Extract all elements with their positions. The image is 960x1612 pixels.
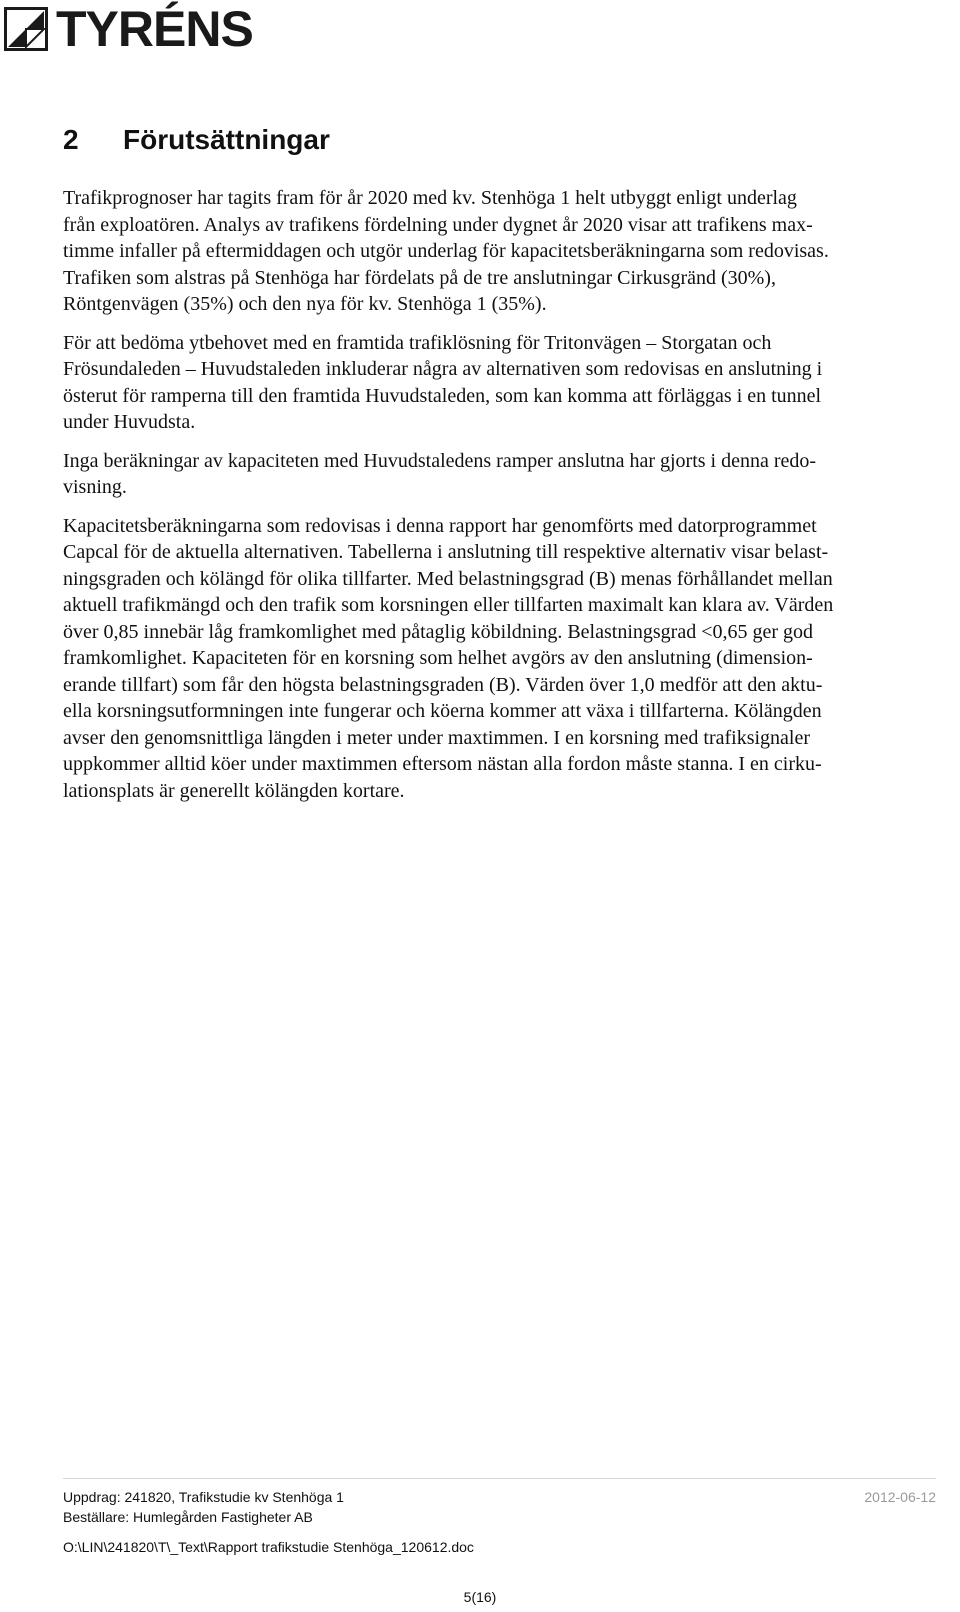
text-line: österut för ramperna till den framtida Huvudstaleden, som kan komma att förläggas i en tunnel: [63, 384, 822, 407]
text-line: Inga beräkningar av kapaciteten med Huvudstaledens ramper anslutna har gjorts i denna redo-: [63, 449, 817, 472]
footer-date: 2012-06-12: [864, 1489, 936, 1505]
text-line: erande tillfart) som får den högsta belastningsgraden (B). Värden över 1,0 medför att den aktu-: [63, 673, 823, 696]
paragraph: [63, 448, 936, 501]
text-line: från exploatören. Analys av trafikens fördelning under dygnet år 2020 visar att trafikens max-: [63, 213, 813, 236]
text-line: timme infaller på eftermiddagen och utgör underlag för kapacitetsberäkningarna som redovisas.: [63, 240, 829, 262]
paragraph: [63, 513, 936, 805]
tyrens-cube-icon: [4, 7, 48, 51]
text-line: aktuell trafikmängd och den trafik som korsningen eller tillfarten maximalt kan klara av. Värden: [63, 594, 834, 616]
paragraph: [63, 330, 936, 436]
text-line: ningsgraden och kölängd för olika tillfarter. Med belastningsgrad (B) menas förhållandet mellan: [63, 567, 833, 590]
text-line: lationsplats är generellt kölängden kortare.: [63, 779, 405, 802]
text-line: avser den genomsnittliga längden i meter under maxtimmen. I en korsning med trafiksignaler: [63, 726, 811, 749]
paragraph: [63, 185, 936, 318]
tyrens-logo: [4, 1, 253, 57]
footer-assignment: Uppdrag: 241820, Trafikstudie kv Stenhöga 1: [63, 1489, 344, 1505]
footer-row: [63, 1487, 936, 1507]
footer-client: Beställare: Humlegården Fastigheter AB: [63, 1509, 313, 1525]
text-line: Röntgenvägen (35%) och den nya för kv. Stenhöga 1 (35%).: [63, 293, 547, 315]
text-line: ella korsningsutformningen inte fungerar och köerna kommer att växa i tillfarterna. Kölängden: [63, 700, 822, 722]
footer-divider: [63, 1478, 936, 1479]
text-line: över 0,85 innebär låg framkomlighet med påtaglig köbildning. Belastningsgrad <0,65 ger god: [63, 620, 814, 643]
text-line: uppkommer alltid köer under maxtimmen eftersom nästan alla fordon måste stanna. I en cirku-: [63, 753, 822, 775]
text-line: Frösundaleden – Huvudstaleden inkluderar några av alternativen som redovisas en anslutning i: [63, 358, 823, 380]
text-line: visning.: [63, 476, 127, 498]
section-number: 2: [63, 124, 79, 155]
section-heading: [63, 122, 330, 158]
text-line: Trafiken som alstras på Stenhöga har fördelats på de tre anslutningar Cirkusgränd (30%),: [63, 266, 776, 289]
page-number: 5(16): [463, 1589, 497, 1605]
text-line: För att bedöma ytbehovet med en framtida trafiklösning för Tritonvägen – Storgatan och: [63, 331, 772, 354]
page-footer: [63, 1487, 936, 1557]
logo-text: TYRÉNS: [56, 1, 253, 57]
text-line: under Huvudsta.: [63, 411, 196, 433]
text-line: Capcal för de aktuella alternativen. Tabellerna i anslutning till respektive alternativ visar belast-: [63, 541, 829, 563]
section-title: Förutsättningar: [123, 124, 330, 155]
text-line: Trafikprognoser har tagits fram för år 2020 med kv. Stenhöga 1 helt utbyggt enligt underlag: [63, 187, 797, 209]
body-text: [63, 185, 936, 816]
text-line: framkomlighet. Kapaciteten för en korsning som helhet avgörs av den anslutning (dimension-: [63, 647, 813, 669]
text-line: Kapacitetsberäkningarna som redovisas i denna rapport har genomförts med datorprogrammet: [63, 514, 817, 537]
footer-file-path: O:\LIN\241820\T\_Text\Rapport trafikstudie Stenhöga_120612.doc: [63, 1539, 474, 1555]
